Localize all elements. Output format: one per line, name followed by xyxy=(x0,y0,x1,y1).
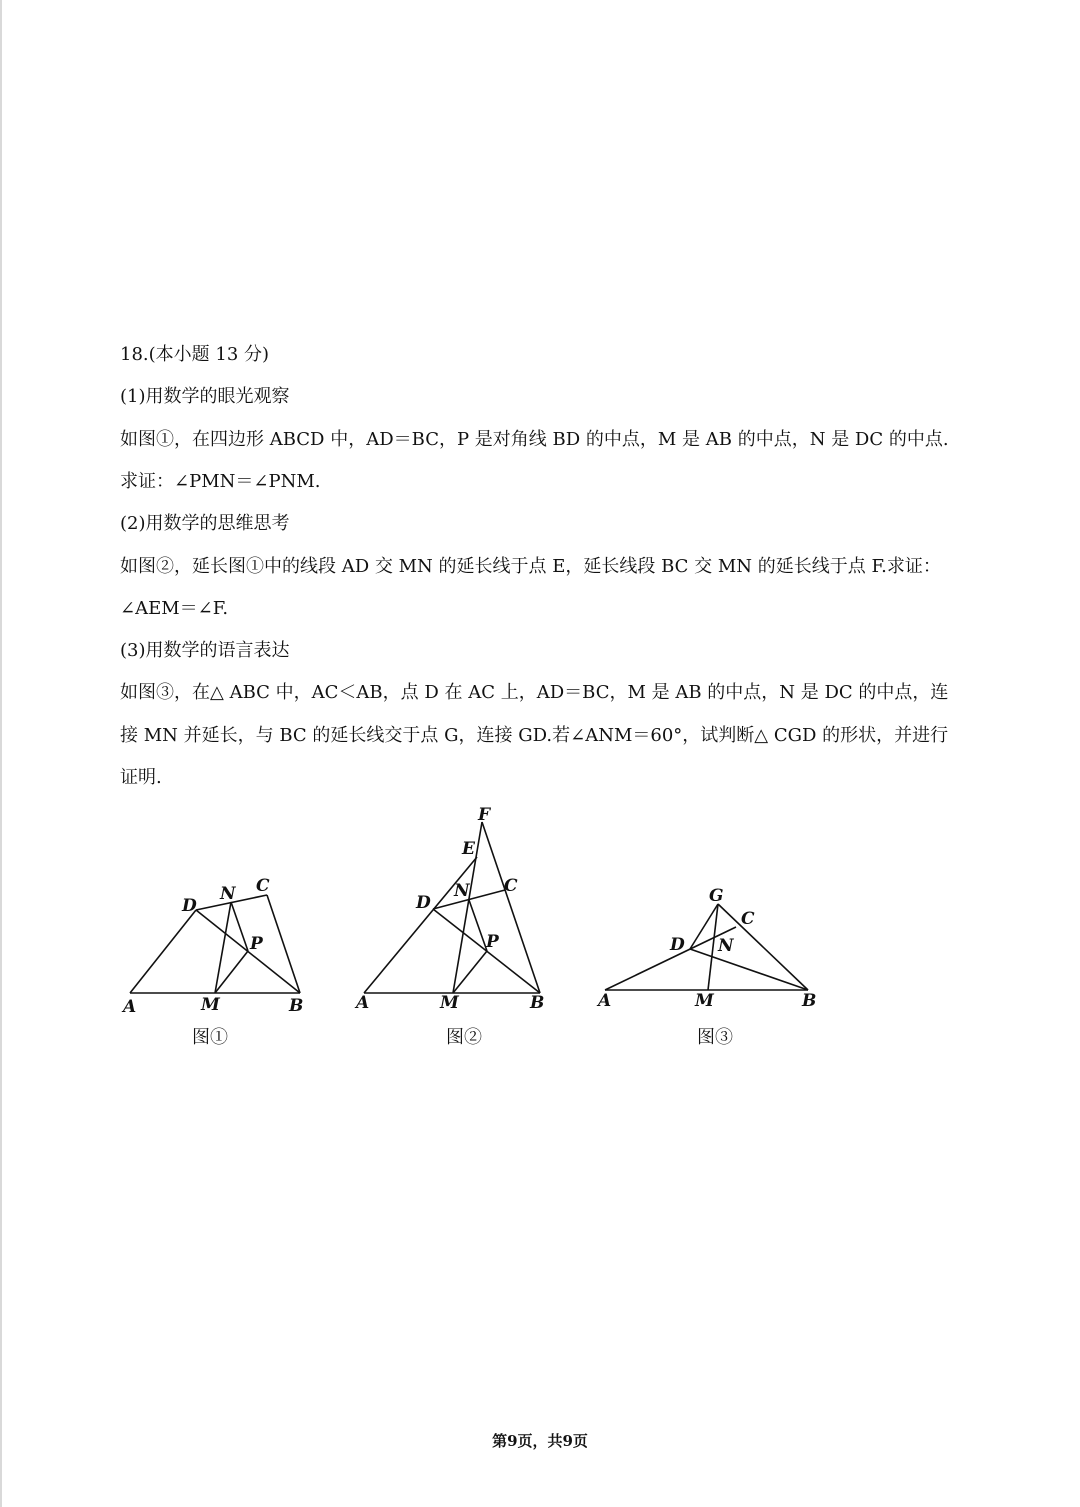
fig1-diagonal-bd xyxy=(196,910,300,993)
fig1-point-n: N xyxy=(220,884,236,904)
fig2-point-m: M xyxy=(440,993,459,1013)
part2-line1: 如图②，延长图①中的线段 AD 交 MN 的延长线于点 E，延长线段 BC 交 MN 的延长线于点 F.求证： xyxy=(120,556,941,577)
fig3-segment-db xyxy=(690,949,808,990)
fig1-point-p: P xyxy=(250,934,263,954)
part3-line1: 如图③，在△ ABC 中，AC＜AB，点 D 在 AC 上，AD＝BC，M 是 AB 的中点，N 是 DC 的中点，连 xyxy=(120,682,949,703)
part1-line2: 求证：∠PMN＝∠PNM. xyxy=(120,471,321,492)
fig2-point-d: D xyxy=(416,893,431,913)
figure-3 xyxy=(596,886,816,1048)
fig3-point-b: B xyxy=(802,991,817,1011)
fig2-segment-ae xyxy=(364,857,477,993)
figure-2 xyxy=(354,805,544,1048)
fig1-point-m: M xyxy=(201,995,220,1015)
fig1-segment-np xyxy=(231,902,248,951)
part1-line1: 如图①，在四边形 ABCD 中，AD＝BC，P 是对角线 BD 的中点，M 是 AB 的中点，N 是 DC 的中点. xyxy=(120,429,949,450)
fig3-point-a: A xyxy=(598,991,612,1011)
fig3-point-g: G xyxy=(709,886,724,906)
fig3-segment-dg xyxy=(690,904,718,949)
fig1-point-c: C xyxy=(256,876,270,896)
fig2-point-c: C xyxy=(504,876,518,896)
fig3-point-c: C xyxy=(741,909,755,929)
fig1-segment-ad xyxy=(130,910,196,993)
fig2-point-f: F xyxy=(478,805,491,825)
page-footer: 第9页，共9页 xyxy=(492,1432,588,1450)
fig1-point-a: A xyxy=(123,997,137,1017)
part3-title: (3)用数学的语言表达 xyxy=(120,640,290,661)
figure-1 xyxy=(121,876,303,1048)
fig2-point-b: B xyxy=(530,993,545,1013)
fig1-segment-mn xyxy=(215,902,231,993)
fig1-caption: 图① xyxy=(192,1027,228,1048)
part2-title: (2)用数学的思维思考 xyxy=(120,513,290,534)
fig2-segment-np xyxy=(469,900,487,951)
fig2-point-p: P xyxy=(486,932,499,952)
fig3-segment-mg xyxy=(708,904,718,990)
fig2-point-e: E xyxy=(462,839,475,859)
fig2-segment-bf xyxy=(482,822,540,993)
fig2-caption: 图② xyxy=(446,1027,482,1048)
part3-line3: 证明. xyxy=(120,767,162,788)
fig3-caption: 图③ xyxy=(697,1027,733,1048)
part3-line2: 接 MN 并延长，与 BC 的延长线交于点 G，连接 GD.若∠ANM＝60°，试判断△ CGD 的形状，并进行 xyxy=(120,725,949,746)
fig2-segment-mf xyxy=(453,822,482,993)
fig2-diagonal-bd xyxy=(433,909,540,993)
fig3-point-d: D xyxy=(670,935,685,955)
fig1-point-b: B xyxy=(289,996,304,1016)
fig3-segment-ac xyxy=(605,927,736,990)
fig3-point-m: M xyxy=(695,991,714,1011)
fig2-point-n: N xyxy=(454,881,470,901)
fig1-point-d: D xyxy=(182,896,197,916)
question-header: 18.(本小题 13 分) xyxy=(120,344,270,365)
fig1-segment-mp xyxy=(215,951,248,993)
fig1-segment-cb xyxy=(267,895,300,993)
page-left-edge xyxy=(0,0,2,1507)
fig2-segment-dc xyxy=(433,890,505,909)
fig3-segment-bg xyxy=(718,904,808,990)
fig2-point-a: A xyxy=(356,993,370,1013)
fig3-point-n: N xyxy=(718,936,734,956)
part1-title: (1)用数学的眼光观察 xyxy=(120,386,290,407)
fig1-segment-dc xyxy=(196,895,267,910)
part2-line2: ∠AEM＝∠F. xyxy=(120,598,229,619)
fig2-segment-mp xyxy=(453,951,487,993)
